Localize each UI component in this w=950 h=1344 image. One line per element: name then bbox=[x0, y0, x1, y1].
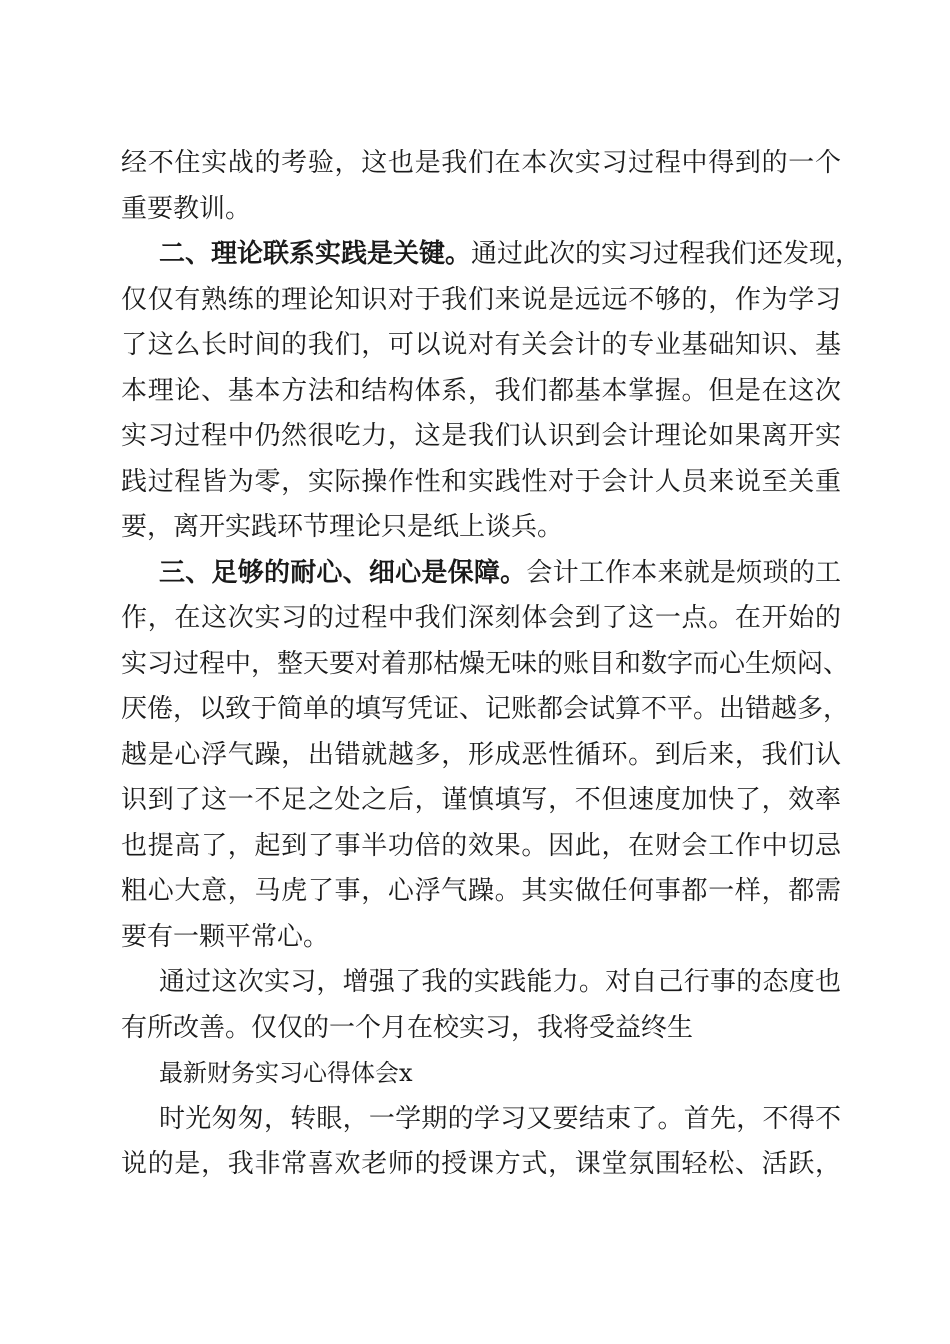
body-line: 仅仅有熟练的理论知识对于我们来说是远远不够的，作为学习 bbox=[121, 285, 841, 315]
body-line: 厌倦，以致于简单的填写凭证、记账都会试算不平。出错越多， bbox=[121, 694, 850, 724]
body-line: 践过程皆为零，实际操作性和实践性对于会计人员来说至关重 bbox=[121, 467, 841, 497]
body-line: 越是心浮气躁，出错就越多，形成恶性循环。到后来，我们认 bbox=[121, 740, 841, 770]
body-line: 要有一颗平常心。 bbox=[121, 922, 330, 952]
body-line: 实习过程中，整天要对着那枯燥无味的账目和数字而心生烦闷、 bbox=[121, 649, 850, 679]
body-line: 了这么长时间的我们，可以说对有关会计的专业基础知识、基 bbox=[121, 330, 841, 360]
section-heading: 二、理论联系实践是关键。 bbox=[159, 239, 472, 269]
body-line: 作，在这次实习的过程中我们深刻体会到了这一点。在开始的 bbox=[121, 603, 841, 633]
article-title: 最新财务实习心得体会x bbox=[159, 1059, 413, 1087]
body-line: 粗心大意，马虎了事，心浮气躁。其实做任何事都一样，都需 bbox=[121, 876, 841, 906]
section-heading: 三、足够的耐心、细心是保障。 bbox=[159, 558, 527, 588]
body-line: 也提高了，起到了事半功倍的效果。因此，在财会工作中切忌 bbox=[121, 831, 841, 861]
body-line: 重要教训。 bbox=[121, 194, 252, 224]
body-line: 通过这次实习，增强了我的实践能力。对自己行事的态度也 bbox=[159, 967, 841, 997]
body-line: 说的是，我非常喜欢老师的授课方式，课堂氛围轻松、活跃， bbox=[121, 1149, 841, 1179]
body-line: 要，离开实践环节理论只是纸上谈兵。 bbox=[121, 512, 564, 542]
section-heading-line: 三、足够的耐心、细心是保障。会计工作本来就是烦琐的工 bbox=[159, 558, 841, 588]
body-line: 有所改善。仅仅的一个月在校实习，我将受益终生 bbox=[121, 1013, 694, 1043]
body-line: 识到了这一不足之处之后，谨慎填写，不但速度加快了，效率 bbox=[121, 785, 841, 815]
section-heading-line: 二、理论联系实践是关键。通过此次的实习过程我们还发现， bbox=[159, 239, 862, 269]
body-line: 实习过程中仍然很吃力，这是我们认识到会计理论如果离开实 bbox=[121, 421, 841, 451]
body-line: 经不住实战的考验，这也是我们在本次实习过程中得到的一个 bbox=[121, 148, 841, 178]
body-line: 本理论、基本方法和结构体系，我们都基本掌握。但是在这次 bbox=[121, 376, 841, 406]
body-line: 时光匆匆，转眼，一学期的学习又要结束了。首先，不得不 bbox=[159, 1104, 841, 1134]
